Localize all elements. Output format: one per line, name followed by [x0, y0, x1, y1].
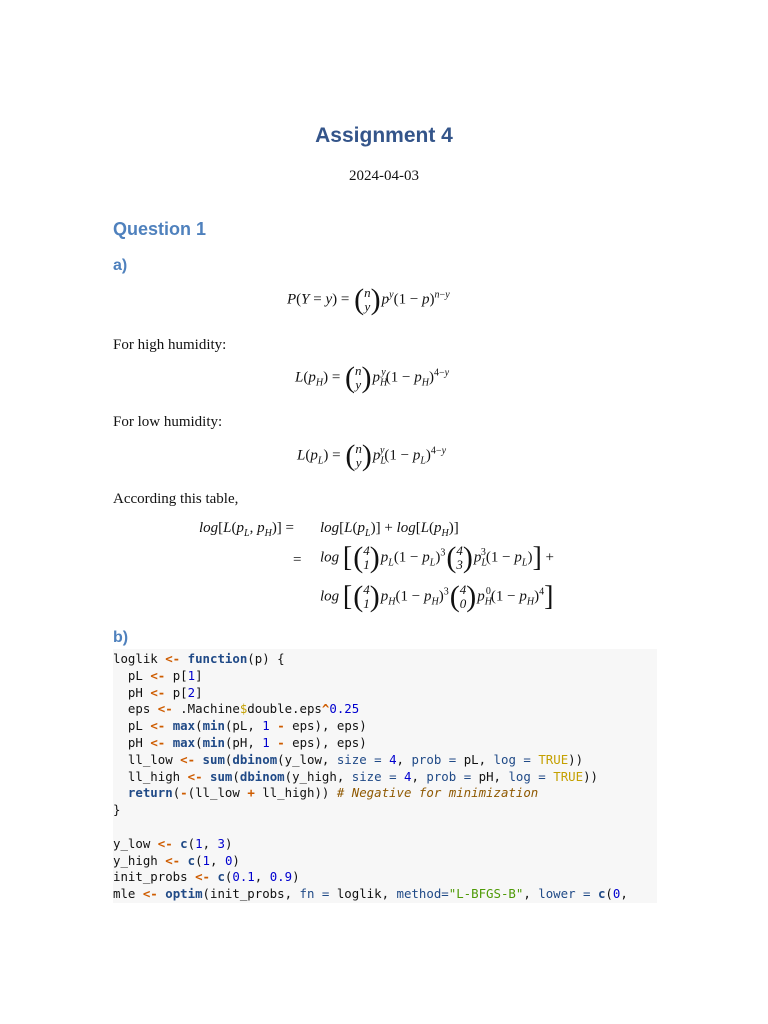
table-text: According this table, [113, 491, 239, 507]
log-likelihood-line-1: $\log[L(p_L$, $p_H$)] = [199, 520, 295, 539]
code-line: return(-(ll_low + ll_high)) # Negative for minimization [127, 785, 539, 801]
binomial-pmf-equation: P(Y = y) = (n $y)p^y(1 - p)^{n-y}$ [287, 283, 450, 316]
code-line: loglik <- function(p) { [113, 651, 285, 666]
code-line: init_probs <- c(0.1, 0.9) [113, 869, 300, 885]
code-line: pL <- max(min(pL, 1 - eps), eps) [113, 718, 367, 734]
code-line: pH <- p[2] [113, 684, 203, 700]
log-likelihood-equals: = [293, 552, 302, 568]
log-likelihood-line-1-rhs: $\log[L(p_L)] + \log[L(p_H)]$ [320, 520, 459, 539]
code-line: ll_low <- sum(dbinom(y_low, size = 4, prob = pL, log = TRUE)) [113, 751, 584, 767]
log-likelihood-line-2: log [(4 $1)p_L(1 - p_L)^3(4$ $3)p_L^3(1 - p_L)$] + [320, 541, 554, 574]
r-code-block [113, 649, 657, 903]
code-line: y_low <- c(1, 3) [113, 835, 233, 851]
likelihood-high-equation: $L(p_H) = (n$ $y)p_H^y(1 - p_H)^{4-y}$ [295, 361, 450, 394]
code-line: eps <- .Machine$double.eps^0.25 [113, 701, 360, 717]
high-humidity-text: For high humidity: [113, 337, 227, 353]
document-date: 2024-04-03 [349, 168, 419, 184]
code-line: pH <- max(min(pH, 1 - eps), eps) [113, 734, 367, 750]
code-line: y_high <- c(1, 0) [113, 852, 240, 868]
part-a-heading: a) [113, 257, 128, 274]
code-line: ll_high <- sum(dbinom(y_high, size = 4, prob = pH, log = TRUE)) [113, 768, 599, 784]
code-line: } [113, 802, 121, 818]
low-humidity-text: For low humidity: [113, 414, 223, 430]
question-heading: Question 1 [113, 219, 207, 239]
log-likelihood-line-3: log [(4 $1)p_H(1 - p_H)^3(4$ $0)p_H^0(1 - p_H)^4$] [320, 580, 554, 613]
part-b-heading: b) [113, 629, 129, 646]
likelihood-low-equation: $L(p_L) = (n$ $y)p_L^y(1 - p_L)^{4-y}$ [297, 439, 447, 472]
code-line: pL <- p[1] [113, 667, 203, 683]
document-title: Assignment 4 [315, 124, 453, 147]
code-line: mle <- optim(init_probs, fn = loglik, method="L-BFGS-B", lower = c(0, [113, 886, 628, 902]
